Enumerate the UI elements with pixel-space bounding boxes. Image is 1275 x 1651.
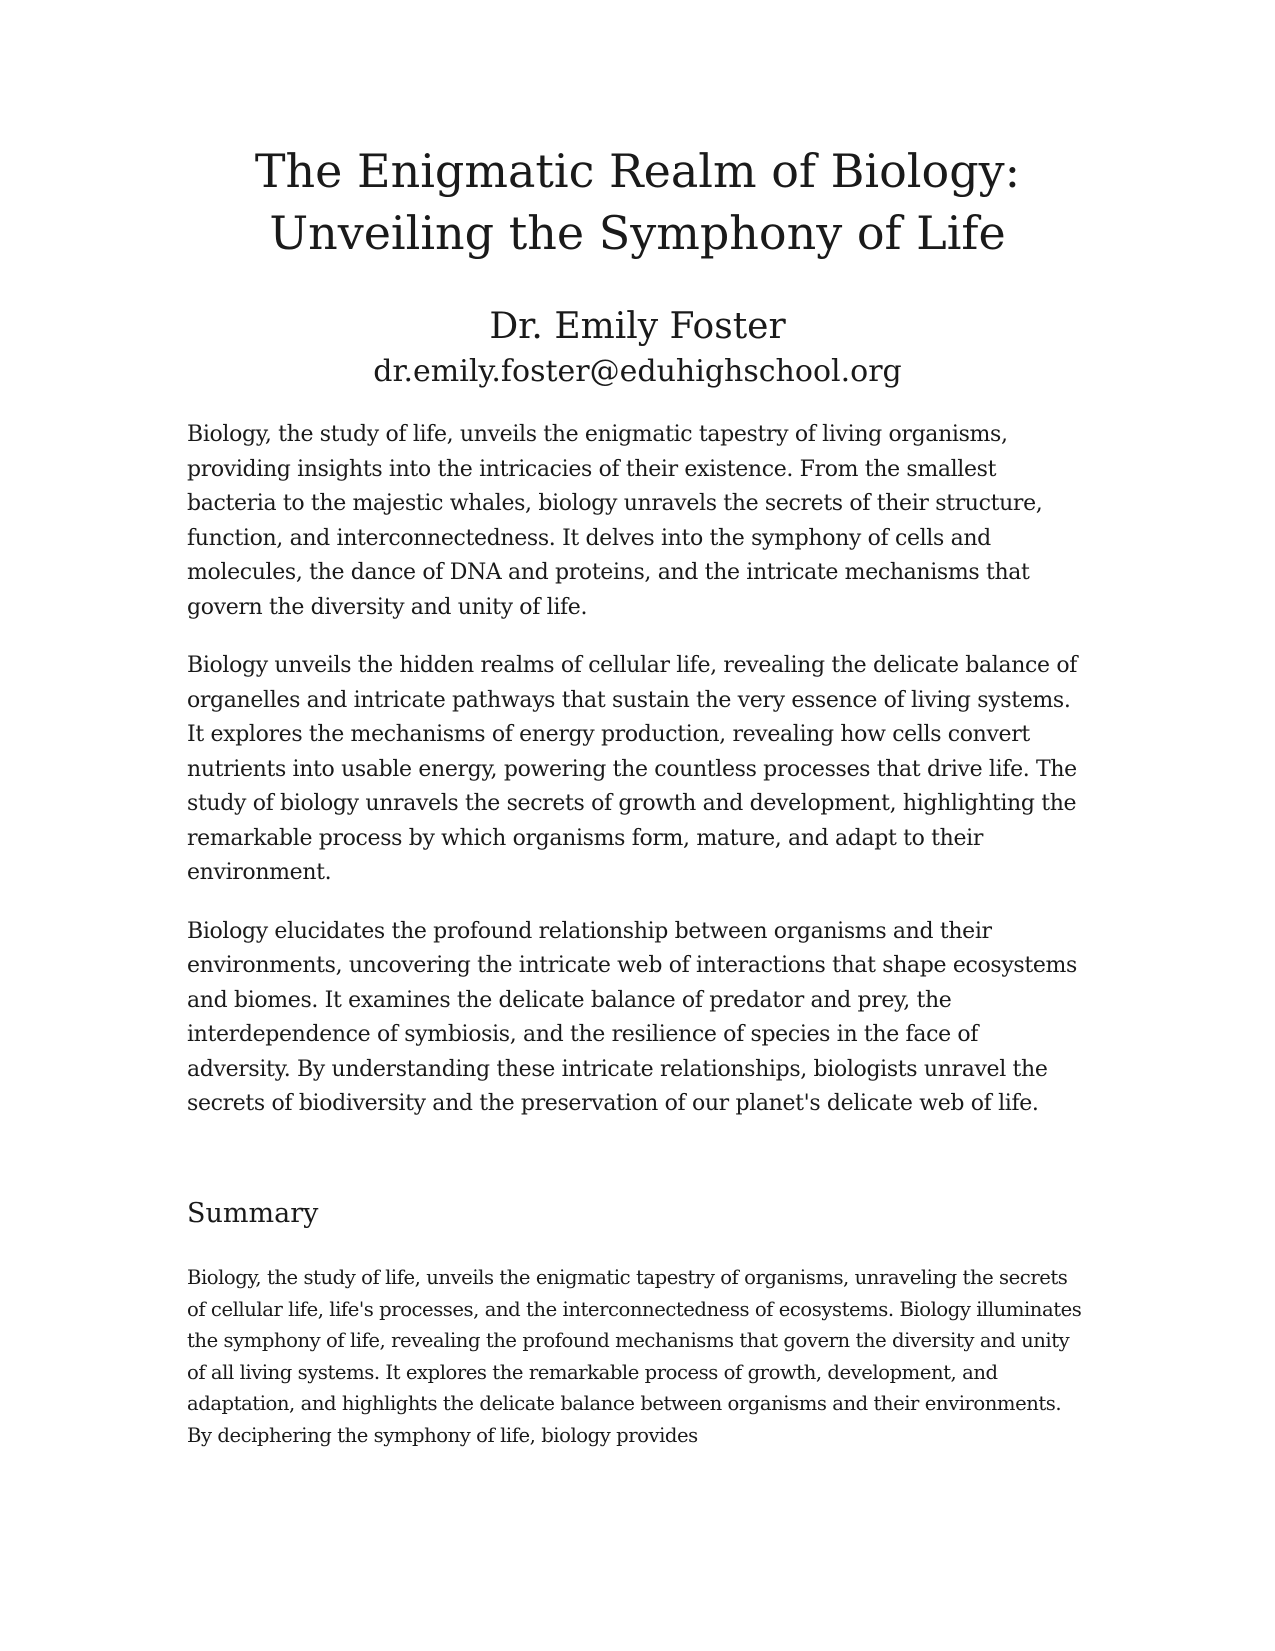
body-paragraph-1: Biology, the study of life, unveils the enigmatic tapestry of living organisms, providing insights into the intricacies of their existence. From the smallest bacteria to the majestic whales, biology unravels the secrets of their structure, function, and interconnectedness. It delves into the symphony of cells and molecules, the dance of DNA and proteins, and the intricate mechanisms that govern the diversity and unity of life. [187,422,1043,620]
summary-text: Biology, the study of life, unveils the enigmatic tapestry of organisms, unraveling the secrets of cellular life, life's processes, and the interconnectedness of ecosystems. Biology illuminates the symphony of life, revealing the profound mechanisms that govern the diversity and unity of all living systems. It explores the remarkable process of growth, development, and adaptation, and highlights the delicate balance between organisms and their environments. By deciphering the symphony of life, biology provides [187,1266,1082,1447]
body-paragraph-3: Biology elucidates the profound relationship between organisms and their environments, uncovering the intricate web of interactions that shape ecosystems and biomes. It examines the delicate balance of predator and prey, the interdependence of symbiosis, and the resilience of species in the face of adversity. By understanding these intricate relationships, biologists unravel the secrets of biodiversity and the preservation of our planet's delicate web of life. [187,918,1077,1116]
document-header [150,140,1125,392]
author-name: Dr. Emily Foster [489,306,786,347]
body-paragraph-2: Biology unveils the hidden realms of cellular life, revealing the delicate balance of organelles and intricate pathways that sustain the very essence of living systems. It explores the mechanisms of energy production, revealing how cells convert nutrients into usable energy, powering the countless processes that drive life. The study of biology unravels the secrets of growth and development, highlighting the remarkable process by which organisms form, mature, and adapt to their environment. [187,653,1078,885]
document-body [187,418,1087,1146]
document-title: The Enigmatic Realm of Biology: Unveiling the Symphony of Life [254,144,1021,260]
summary-heading: Summary [187,1198,319,1229]
author-email: dr.emily.foster@eduhighschool.org [373,354,902,389]
summary-section [187,1196,1087,1451]
